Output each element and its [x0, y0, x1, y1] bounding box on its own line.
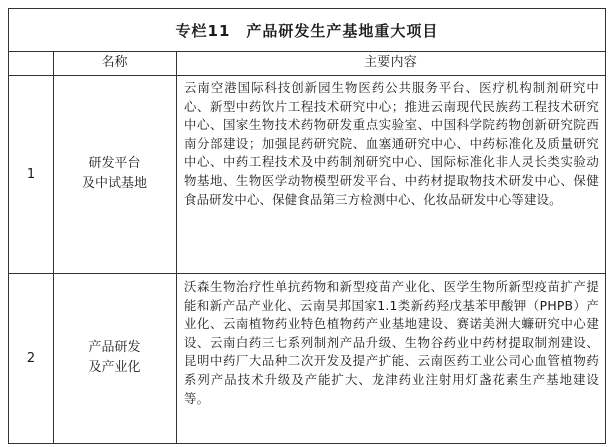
- table-title: [9, 9, 605, 52]
- row-content: 云南空港国际科技创新园生物医药公共服务平台、医疗机构制剂研究中心、新型中药饮片工程技术研究中心；推进云南现代民族药工程技术研究中心、国家生物技术药物研发重点实验室、中国科学院药物创新研究院西南分部建设；加强昆药研究院、血塞通研究中心、中药标准化及质量研究中心、中药工程技术及中药制剂研究中心、国际标准化非人灵长类实验动物基地、生物医学动物模型研发平台、中药材提取物技术研发中心、保健食品研发中心、保健食品第三方检测中心、化妆品研发中心等建设。: [184, 80, 599, 207]
- row-name: [53, 75, 177, 273]
- title-text: 产品研发生产基地重大项目: [246, 21, 439, 40]
- row-content: 沃森生物治疗性单抗药物和新型疫苗产业化、医学生物所新型疫苗扩产提能和新产品产业化、云南昊邦国家1.1类新药羟戊基苯甲酸钾（PHPB）产业化、云南植物药业特色植物药产业基地建设、赛诺美洲大蠊研究中心建设、云南白药三七系列制剂产品升级、生物谷药业中药材提取制剂建设、昆明中药厂大品种二次开发及提产扩能、云南医药工业公司心血管植物药系列产品技术升级及产能扩大、龙津药业注射用灯盏花素生产基地建设等。: [184, 279, 599, 406]
- table-row: [9, 75, 605, 274]
- row-index: 2: [9, 273, 54, 443]
- row-name: [53, 273, 177, 443]
- header-name: 名称: [53, 51, 177, 75]
- row-name-line: 及产业化: [88, 360, 141, 375]
- project-table: [8, 8, 606, 444]
- row-name-line: 产品研发: [88, 340, 141, 355]
- header-index: [9, 51, 54, 75]
- row-name-line: 研发平台: [88, 156, 141, 171]
- column-number: 专栏11: [175, 21, 231, 40]
- header-content: 主要内容: [364, 54, 417, 70]
- row-name-line: 及中试基地: [81, 176, 147, 191]
- table-row: [9, 273, 605, 443]
- row-index: 1: [9, 75, 54, 273]
- header-row: [9, 51, 605, 76]
